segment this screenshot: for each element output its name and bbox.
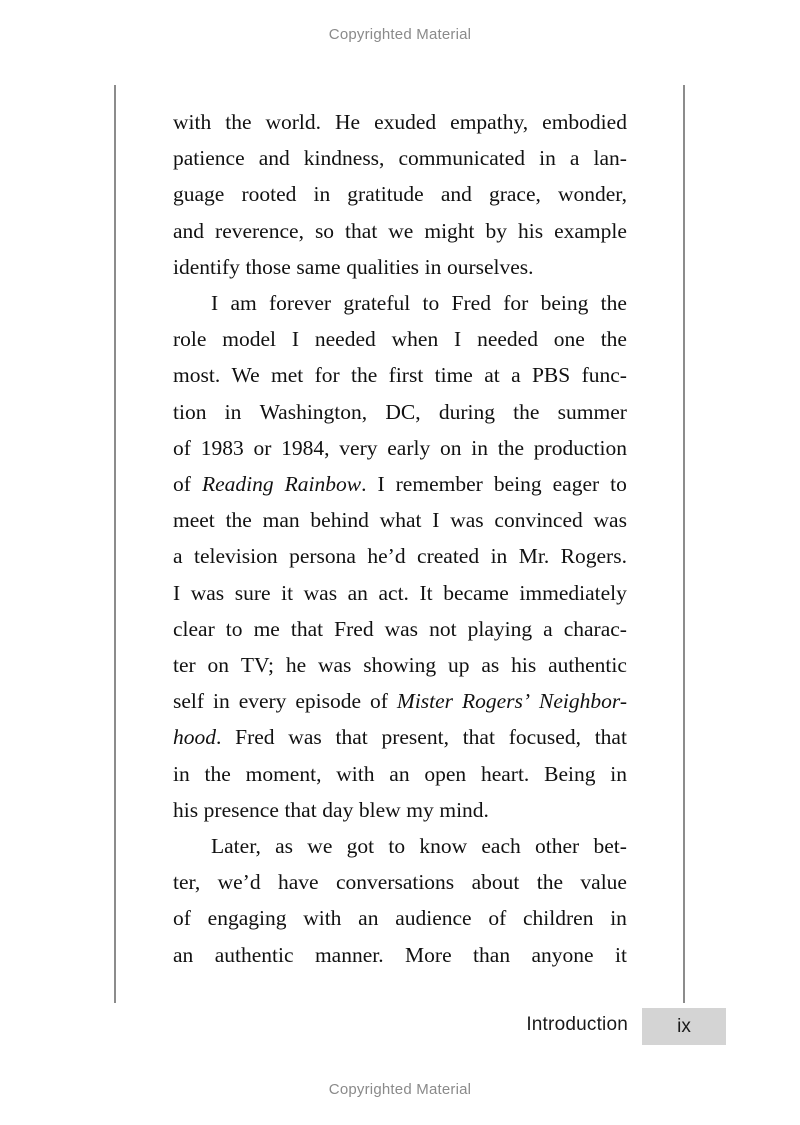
body-line <box>173 756 627 792</box>
body-line <box>173 285 627 321</box>
body-line <box>173 466 627 502</box>
text-word: on <box>207 653 230 678</box>
text-word: got <box>346 834 375 859</box>
text-word: conversations <box>335 870 455 895</box>
text-word: have <box>277 870 319 895</box>
text-word: that <box>594 725 627 750</box>
text-word: in <box>610 906 627 931</box>
text-word: what <box>379 508 422 533</box>
text-word: audience <box>395 906 472 931</box>
text-word: showing <box>363 653 437 678</box>
text-word: in <box>490 544 508 569</box>
text-word: during <box>438 399 495 424</box>
text-word: the <box>204 761 231 786</box>
text-word: not <box>429 616 457 641</box>
text-word: those <box>245 254 291 279</box>
text-word: a <box>511 363 521 388</box>
body-line <box>173 538 627 574</box>
text-word: in <box>173 761 190 786</box>
text-word: of <box>488 906 507 931</box>
text-word: remember <box>395 472 483 497</box>
text-word: authentic <box>548 653 627 678</box>
text-word: guage <box>173 182 225 207</box>
text-word: More <box>405 942 452 967</box>
text-word: present, <box>381 725 449 750</box>
text-word: that <box>290 616 324 641</box>
text-word: very <box>339 435 378 460</box>
text-word: tion <box>173 399 207 424</box>
text-word: needed <box>314 327 376 352</box>
text-word: being <box>493 472 542 497</box>
text-word: grateful <box>343 291 411 316</box>
page-number-badge: ix <box>642 1008 726 1045</box>
text-word: the <box>600 327 627 352</box>
text-word: to <box>225 616 243 641</box>
text-word: that <box>284 797 317 822</box>
text-word: open <box>424 761 467 786</box>
footer-section-label: Introduction <box>526 1014 628 1035</box>
body-line <box>173 502 627 538</box>
text-word: patience <box>173 146 245 171</box>
text-word: moment, <box>245 761 322 786</box>
text-word: at <box>484 363 500 388</box>
text-word: it <box>615 942 627 967</box>
text-word: man <box>262 508 300 533</box>
text-word: focused, <box>508 725 581 750</box>
text-word: an <box>173 942 194 967</box>
text-word: clear <box>173 616 215 641</box>
text-word: each <box>481 834 521 859</box>
text-word: with <box>173 110 212 134</box>
text-word: when <box>391 327 439 352</box>
text-word: empathy, <box>450 110 529 134</box>
text-word: that <box>345 218 378 243</box>
text-word: television <box>194 544 278 569</box>
text-word: reverence, <box>215 218 304 243</box>
text-word <box>462 683 530 719</box>
text-word: role <box>173 327 207 352</box>
page-rule-right <box>683 85 685 1003</box>
body-line <box>173 430 627 466</box>
text-word <box>202 466 274 502</box>
italic-title: Mister <box>396 689 454 714</box>
text-word: I <box>211 291 219 316</box>
body-line <box>173 176 627 212</box>
text-word: example <box>554 218 627 243</box>
text-word: self <box>173 689 205 714</box>
italic-title: Rainbow <box>284 472 362 497</box>
text-word: We <box>231 363 260 388</box>
text-word: the <box>536 870 564 895</box>
body-line <box>173 900 627 936</box>
text-word: for <box>503 291 529 316</box>
text-word: met <box>271 363 304 388</box>
italic-title: Neighbor- <box>539 689 627 714</box>
text-word: with <box>336 761 375 786</box>
text-word: up <box>448 653 470 678</box>
text-word: know <box>419 834 468 859</box>
text-word: sure <box>234 580 271 605</box>
text-word: with <box>303 906 342 931</box>
text-word: Fred <box>334 616 374 641</box>
text-word: in <box>213 689 230 714</box>
text-word: by <box>485 218 507 243</box>
text-word: a <box>569 146 580 171</box>
text-word: one <box>553 327 585 352</box>
text-word: a <box>543 616 553 641</box>
text-word: persona <box>289 544 356 569</box>
body-text-column <box>173 104 627 973</box>
text-word: I <box>291 327 300 352</box>
text-word: I <box>173 580 181 605</box>
text-word: day <box>322 797 354 822</box>
text-word: or <box>253 435 272 460</box>
body-line <box>173 864 627 900</box>
text-word: same <box>296 254 341 279</box>
italic-title: Rogers’ <box>462 689 531 714</box>
text-word: identify <box>173 254 240 279</box>
body-line <box>173 321 627 357</box>
text-word: that <box>335 725 368 750</box>
body-line <box>173 647 627 683</box>
text-word: his <box>517 218 544 243</box>
text-word: act. <box>378 580 409 605</box>
text-word: in <box>424 254 442 279</box>
text-word: It <box>419 580 433 605</box>
text-word: he <box>285 653 307 678</box>
text-word: 1984, <box>281 435 330 460</box>
text-word: He <box>335 110 361 134</box>
page-footer <box>0 1008 800 1046</box>
text-word: and <box>173 218 205 243</box>
body-line <box>173 937 627 973</box>
text-word: was <box>593 508 627 533</box>
text-word: presence <box>203 797 279 822</box>
body-line <box>173 104 627 140</box>
text-word: grace, <box>488 182 541 207</box>
text-word: most. <box>173 363 221 388</box>
text-word: I <box>377 472 385 497</box>
text-word: of <box>173 906 191 931</box>
text-word: playing <box>467 616 533 641</box>
body-line <box>173 357 627 393</box>
text-word: anyone <box>531 942 594 967</box>
text-word: every <box>238 689 287 714</box>
text-word: children <box>523 906 594 931</box>
text-word: wonder, <box>557 182 627 207</box>
text-word: first <box>388 363 424 388</box>
text-word: blew <box>358 797 401 822</box>
body-paragraph <box>173 285 627 828</box>
text-word: it <box>281 580 294 605</box>
text-word: the <box>225 508 252 533</box>
text-word: of <box>173 435 191 460</box>
text-word: he’d <box>367 544 406 569</box>
text-word: we <box>388 218 414 243</box>
text-word: was <box>317 653 352 678</box>
text-word: his <box>511 653 537 678</box>
text-word: Rogers. <box>560 544 627 569</box>
text-word: charac- <box>563 616 627 641</box>
text-word: hood. <box>173 725 222 750</box>
text-word: my <box>406 797 434 822</box>
text-word: being <box>540 291 589 316</box>
text-word: TV; <box>240 653 274 678</box>
text-word: ter <box>173 653 196 678</box>
copyright-watermark-bottom: Copyrighted Material <box>328 1081 472 1098</box>
text-word: was <box>303 580 338 605</box>
text-word: lan- <box>593 146 627 171</box>
text-word: exuded <box>374 110 437 134</box>
text-word: the <box>600 291 627 316</box>
body-paragraph <box>173 104 627 285</box>
text-word: kindness, <box>303 146 385 171</box>
text-word: behind <box>310 508 369 533</box>
text-word: the <box>225 110 252 134</box>
text-word: Mr. <box>518 544 550 569</box>
text-word: qualities <box>346 254 420 279</box>
text-word: PBS <box>531 363 571 388</box>
text-word: the <box>497 435 525 460</box>
text-word: of <box>370 689 388 714</box>
text-word: as <box>481 653 500 678</box>
body-line <box>173 611 627 647</box>
text-word: time <box>434 363 473 388</box>
text-word: other <box>535 834 580 859</box>
text-word: meet <box>173 508 215 533</box>
text-word: Washington, <box>259 399 368 424</box>
text-word: the <box>351 363 378 388</box>
text-word: needed <box>477 327 538 352</box>
italic-title: Reading <box>201 472 274 497</box>
text-word: Later, <box>211 834 261 859</box>
text-word: summer <box>557 399 627 424</box>
text-word: of <box>173 472 191 497</box>
text-word: in <box>224 399 242 424</box>
text-word: in <box>313 182 331 207</box>
text-word: and <box>440 182 472 207</box>
text-word: and <box>258 146 290 171</box>
text-word <box>397 683 453 719</box>
text-word: ter, <box>173 870 201 895</box>
text-word: was <box>190 580 225 605</box>
text-word: to <box>610 472 627 497</box>
text-word: the <box>513 399 540 424</box>
text-word: so <box>314 218 335 243</box>
text-word: Being <box>544 761 596 786</box>
text-word: me <box>253 616 280 641</box>
text-word: bet- <box>593 834 627 859</box>
text-word: Rainbow. <box>284 472 367 497</box>
text-word: ourselves. <box>446 254 534 279</box>
text-word: value <box>580 870 627 895</box>
text-word: eager <box>552 472 600 497</box>
text-word: forever <box>269 291 332 316</box>
text-word: engaging <box>207 906 287 931</box>
text-word: early <box>387 435 431 460</box>
text-word: we <box>307 834 333 859</box>
text-word: a <box>173 544 183 569</box>
body-line <box>173 140 627 176</box>
text-word: am <box>230 291 257 316</box>
text-word: about <box>471 870 520 895</box>
text-word: his <box>173 797 199 822</box>
text-word: production <box>533 435 627 460</box>
text-word: heart. <box>480 761 530 786</box>
text-word: in <box>539 146 556 171</box>
text-word: immediately <box>519 580 627 605</box>
text-word: became <box>443 580 509 605</box>
text-word: to <box>388 834 406 859</box>
text-word: an <box>389 761 410 786</box>
text-word: as <box>275 834 294 859</box>
text-word: I <box>454 327 462 352</box>
body-line <box>173 394 627 430</box>
body-paragraph <box>173 828 627 973</box>
text-word: mind. <box>439 797 489 822</box>
text-word: in <box>610 761 627 786</box>
body-line <box>173 249 627 285</box>
text-word: on <box>439 435 462 460</box>
text-word: in <box>471 435 488 460</box>
text-word: Fred <box>451 291 491 316</box>
italic-title: hood <box>173 725 216 750</box>
body-line <box>173 575 627 611</box>
text-word: that <box>462 725 495 750</box>
text-word: an <box>358 906 379 931</box>
text-word: created <box>417 544 480 569</box>
text-word: convinced <box>494 508 583 533</box>
text-word: episode <box>295 689 362 714</box>
body-line <box>173 213 627 249</box>
text-word: DC, <box>385 399 421 424</box>
text-word: to <box>422 291 440 316</box>
page-rule-left <box>114 85 116 1003</box>
text-word: was <box>384 616 419 641</box>
text-word: was <box>450 508 484 533</box>
text-word: model <box>222 327 277 352</box>
body-line <box>173 719 627 755</box>
text-word: gratitude <box>347 182 424 207</box>
text-word: rooted <box>241 182 297 207</box>
text-word <box>539 683 627 719</box>
text-word: world. <box>265 110 322 134</box>
text-word: Fred <box>235 725 275 750</box>
text-word: 1983 <box>200 435 244 460</box>
text-word: manner. <box>314 942 384 967</box>
body-line <box>173 792 627 828</box>
text-word: authentic <box>214 942 294 967</box>
text-word: func- <box>581 363 627 388</box>
text-word: communicated <box>398 146 526 171</box>
text-word: might <box>424 218 475 243</box>
text-word: we’d <box>217 870 261 895</box>
text-word: an <box>347 580 368 605</box>
copyright-watermark-top: Copyrighted Material <box>328 26 472 43</box>
text-word: was <box>288 725 322 750</box>
text-word: I <box>432 508 440 533</box>
body-line <box>173 683 627 719</box>
text-word: embodied <box>542 110 627 134</box>
text-word: for <box>314 363 340 388</box>
text-word: than <box>473 942 511 967</box>
body-line <box>173 828 627 864</box>
